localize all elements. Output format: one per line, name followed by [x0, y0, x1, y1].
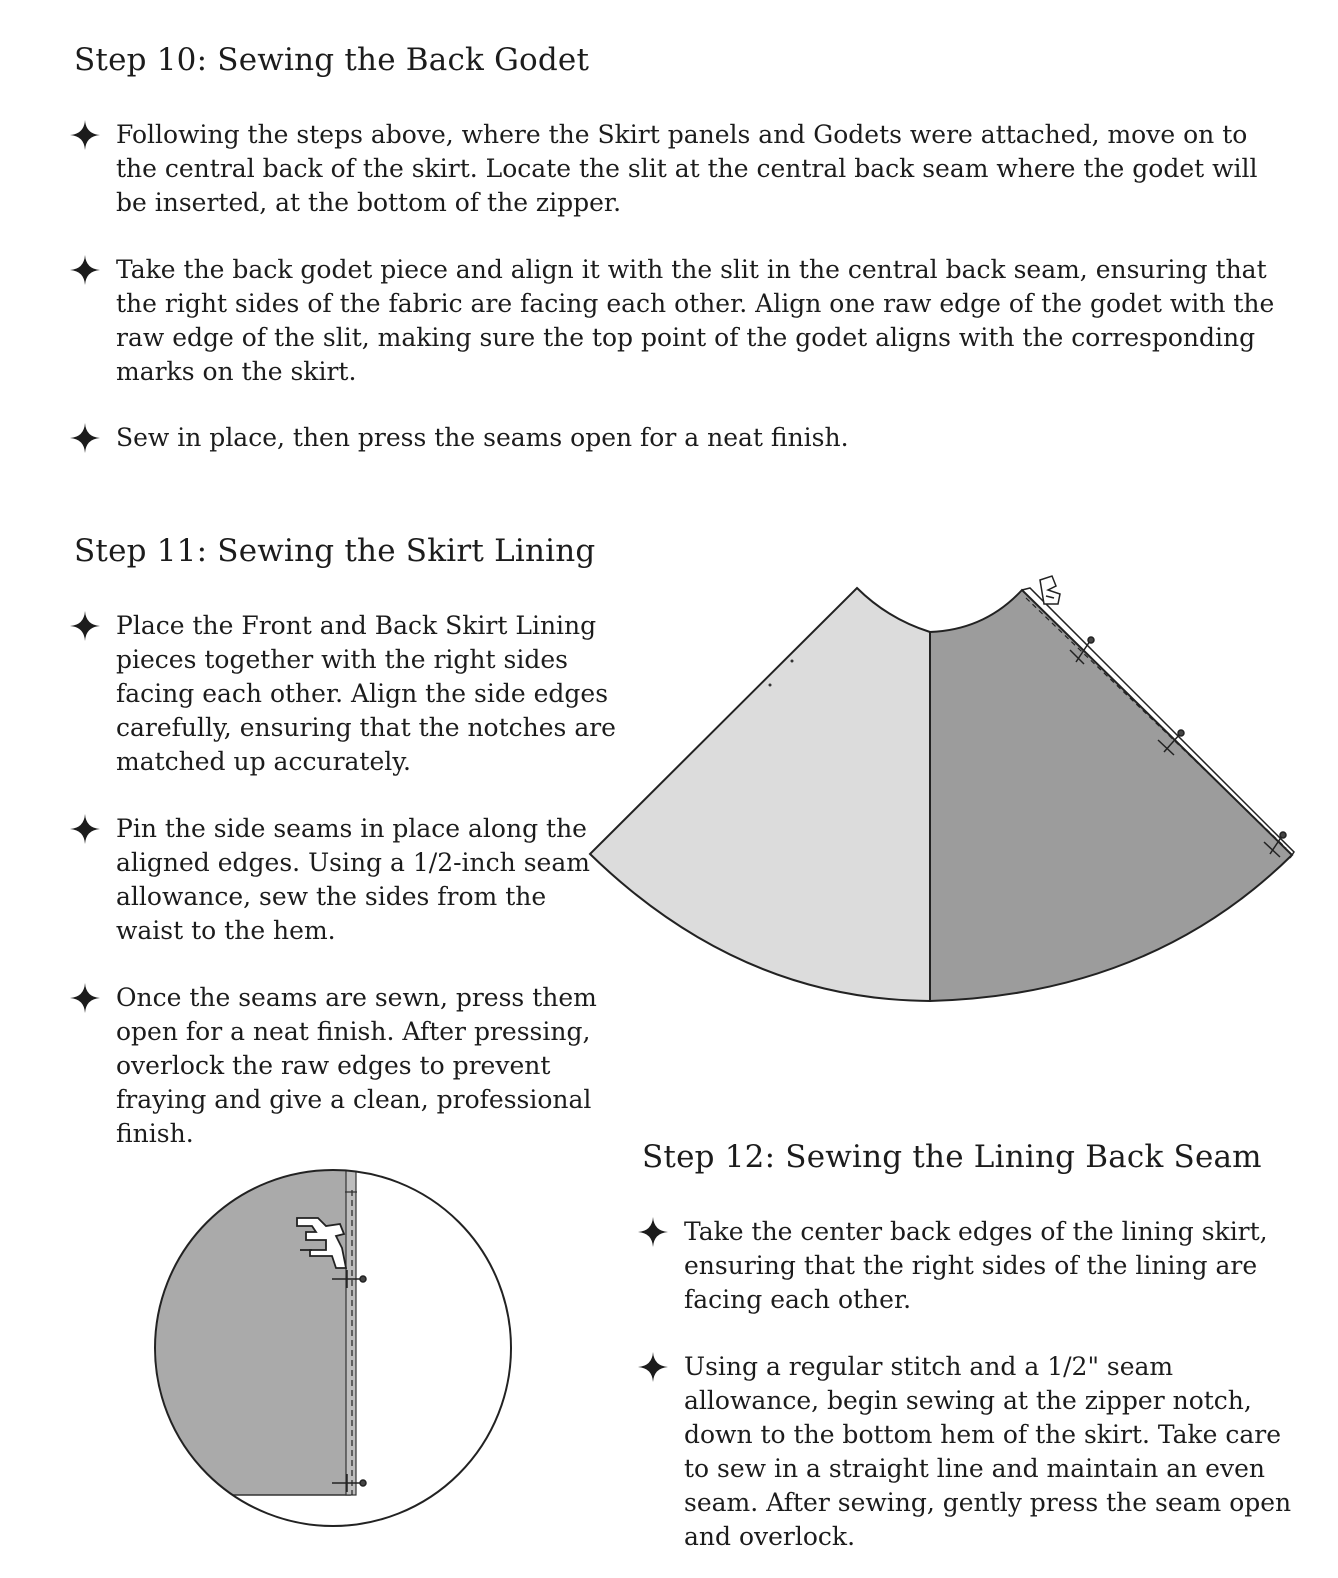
four-point-star-icon [70, 611, 100, 641]
bullet-text: Using a regular stitch and a 1/2" seam allowance, begin sewing at the zipper notch, down to the bottom hem of the skirt. Take care to sew in a straight line and maintain an even seam. After sewing, gently press the seam open and overlock. [684, 1352, 1292, 1551]
bullet-text: Take the back godet piece and align it with the slit in the central back seam, ensuring that the right sides of the fabric are facing each other. Align one raw edge of the godet with the raw edge of the slit, making sure the top point of the godet aligns with the corresponding marks on the skirt. [116, 255, 1275, 386]
bullet-text: Once the seams are sewn, press them open for a neat finish. After pressing, overlock the raw edges to prevent fraying and give a clean, professional finish. [116, 983, 597, 1148]
step-12-bullet-1 [684, 1215, 1284, 1317]
four-point-star-icon [70, 423, 100, 453]
bullet-text: Following the steps above, where the Skirt panels and Godets were attached, move on to the central back of the skirt. Locate the slit at the central back seam where the godet will be inserted, at the bottom of the zipper. [116, 120, 1258, 217]
step-10-bullet-2 [116, 253, 1296, 389]
step-10-bullet-3 [116, 421, 1296, 455]
four-point-star-icon [70, 814, 100, 844]
step-11-heading: Step 11: Sewing the Skirt Lining [74, 533, 596, 569]
step-10-heading: Step 10: Sewing the Back Godet [74, 42, 590, 78]
step-11-bullet-3 [116, 981, 636, 1151]
bullet-text: Pin the side seams in place along the aligned edges. Using a 1/2-inch seam allowance, sew the sides from the waist to the hem. [116, 814, 590, 945]
four-point-star-icon [70, 983, 100, 1013]
step-11-bullet-1 [116, 609, 616, 779]
presser-foot-icon [1040, 576, 1060, 604]
bullet-text: Place the Front and Back Skirt Lining pieces together with the right sides facing each other. Align the side edges carefully, ensuring that the notches are matched up accurately. [116, 611, 616, 776]
skirt-lining-illustration [580, 570, 1310, 1020]
bullet-text: Take the center back edges of the lining skirt, ensuring that the right sides of the lining are facing each other. [684, 1217, 1268, 1314]
step-11-bullet-2 [116, 812, 616, 948]
step-10-bullet-1 [116, 118, 1296, 220]
four-point-star-icon [70, 120, 100, 150]
four-point-star-icon [70, 255, 100, 285]
back-seam-detail-illustration [150, 1165, 520, 1535]
bullet-text: Sew in place, then press the seams open for a neat finish. [116, 423, 849, 452]
four-point-star-icon [638, 1352, 668, 1382]
step-12-heading: Step 12: Sewing the Lining Back Seam [642, 1139, 1262, 1175]
step-12-bullet-2 [684, 1350, 1304, 1554]
four-point-star-icon [638, 1217, 668, 1247]
